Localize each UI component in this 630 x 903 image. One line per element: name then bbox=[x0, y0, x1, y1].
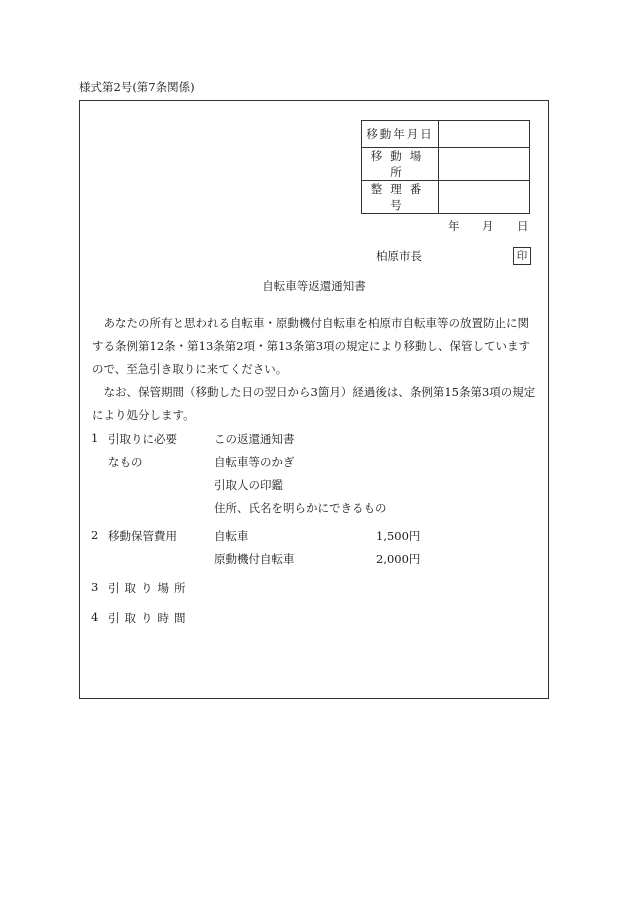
meta-row-move-date bbox=[362, 121, 530, 148]
fee-amount: 2,000円 bbox=[376, 552, 421, 566]
form-number-label: 様式第2号(第7条関係) bbox=[79, 80, 195, 94]
item-number: 1 bbox=[91, 431, 99, 445]
item-label-continued: なもの bbox=[108, 455, 143, 469]
date-month: 月 bbox=[482, 219, 494, 233]
item-label: 引取り時間 bbox=[108, 611, 191, 625]
required-item: この返還通知書 bbox=[214, 432, 295, 446]
meta-value-move-place[interactable] bbox=[439, 148, 530, 181]
fee-amount: 1,500円 bbox=[376, 529, 421, 543]
meta-value-serial-number[interactable] bbox=[439, 181, 530, 214]
item-number: 2 bbox=[91, 528, 99, 542]
required-item: 住所、氏名を明らかにできるもの bbox=[214, 501, 387, 515]
fee-name: 自転車 bbox=[214, 529, 249, 543]
document-title: 自転車等返還通知書 bbox=[262, 279, 366, 293]
seal-mark: 印 bbox=[513, 247, 531, 265]
meta-table bbox=[361, 120, 530, 214]
required-item: 引取人の印鑑 bbox=[214, 478, 283, 492]
item-label: 移動保管費用 bbox=[108, 529, 177, 543]
meta-label: 移動年月日 bbox=[362, 121, 439, 148]
date-day: 日 bbox=[517, 219, 529, 233]
meta-row-serial-number bbox=[362, 181, 530, 214]
item-label: 引取り場所 bbox=[108, 581, 191, 595]
required-item: 自転車等のかぎ bbox=[214, 455, 295, 469]
item-number: 3 bbox=[91, 580, 99, 594]
fee-name: 原動機付自転車 bbox=[214, 552, 295, 566]
meta-row-move-place bbox=[362, 148, 530, 181]
paragraph-2: なお、保管期間（移動した日の翌日から3箇月）経過後は、条例第15条第3項の規定により処分します。 bbox=[92, 385, 536, 422]
meta-value-move-date[interactable] bbox=[439, 121, 530, 148]
date-year: 年 bbox=[448, 219, 460, 233]
item-label: 引取りに必要 bbox=[108, 432, 177, 446]
meta-label: 移動場所 bbox=[362, 148, 439, 181]
item-number: 4 bbox=[91, 610, 99, 624]
meta-label: 整理番号 bbox=[362, 181, 439, 214]
paragraph-1: あなたの所有と思われる自転車・原動機付自転車を柏原市自転車等の放置防止に関する条例第12条・第13条第2項・第13条第3項の規定により移動し、保管していますので、至急引き取りに来てください。 bbox=[92, 316, 531, 376]
notice-frame bbox=[79, 100, 549, 699]
issuer-name: 柏原市長 bbox=[376, 249, 422, 263]
